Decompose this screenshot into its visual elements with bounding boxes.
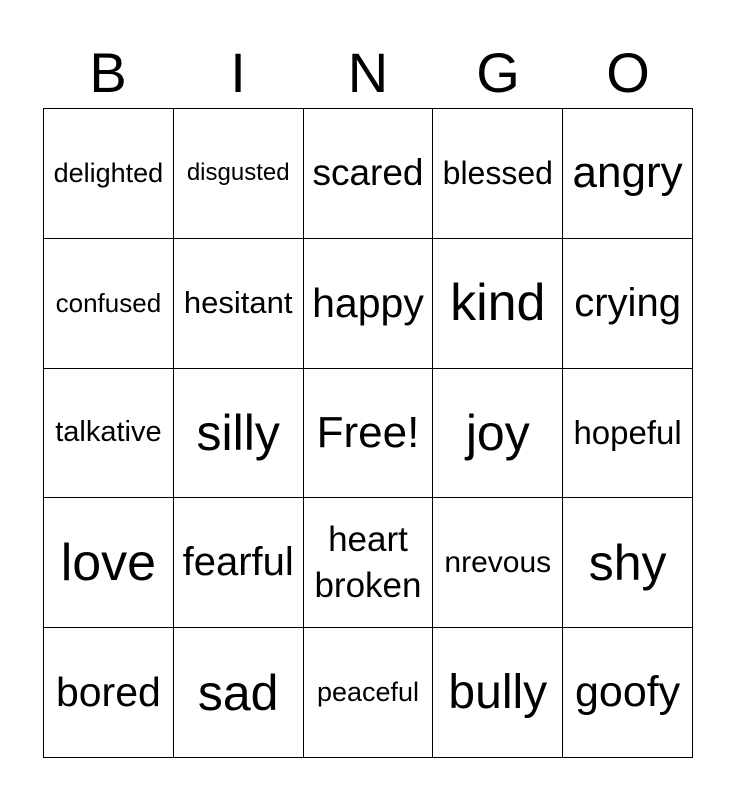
bingo-cell[interactable] [304,109,434,239]
bingo-cell[interactable] [174,628,304,758]
bingo-cell[interactable] [174,239,304,369]
bingo-cell[interactable] [304,239,434,369]
bingo-cell[interactable] [44,628,174,758]
bingo-cell[interactable] [433,369,563,499]
cell-label: fearful [182,540,294,585]
bingo-cell[interactable] [433,628,563,758]
cell-label: nrevous [444,545,552,579]
cell-label: scared [312,152,424,194]
cell-label: happy [312,279,424,326]
bingo-cell[interactable] [304,498,434,628]
cell-label: heart broken [314,519,422,605]
cell-label: joy [465,404,530,461]
bingo-cell[interactable] [304,628,434,758]
bingo-cell[interactable] [433,498,563,628]
cell-label: bored [55,669,161,716]
header-letter-g: G [476,41,520,104]
bingo-cell[interactable] [174,369,304,499]
cell-label: hesitant [183,285,293,321]
header-letter-i: I [230,41,246,104]
cell-label: talkative [55,416,162,449]
bingo-cell[interactable] [174,498,304,628]
bingo-cell[interactable] [563,498,693,628]
cell-label: kind [450,274,546,333]
cell-label: goofy [574,668,681,717]
bingo-board [43,108,693,758]
cell-label: disgusted [186,159,290,187]
bingo-cell[interactable] [563,239,693,369]
cell-label: sad [197,664,279,721]
bingo-header [43,38,693,108]
cell-label: blessed [442,154,553,191]
cell-label: shy [588,534,667,591]
bingo-cell[interactable] [563,369,693,499]
cell-label: hopeful [573,413,682,451]
cell-label: silly [196,404,280,461]
bingo-cell[interactable] [44,109,174,239]
cell-label: peaceful [316,677,420,708]
free-cell[interactable] [304,369,434,499]
cell-label: confused [55,287,162,318]
header-letter-o: O [606,41,650,104]
cell-label: delighted [53,157,164,188]
bingo-cell[interactable] [433,239,563,369]
bingo-cell[interactable] [174,109,304,239]
bingo-cell[interactable] [433,109,563,239]
cell-label: angry [572,148,683,198]
header-letter-n: N [347,41,389,104]
bingo-cell[interactable] [563,628,693,758]
bingo-cell[interactable] [44,498,174,628]
cell-label: love [60,533,157,592]
header-letter-b: B [89,41,127,104]
cell-label: crying [574,280,681,325]
cell-label: bully [448,666,548,720]
bingo-cell[interactable] [44,369,174,499]
bingo-cell[interactable] [44,239,174,369]
cell-label: Free! [316,407,420,457]
bingo-cell[interactable] [563,109,693,239]
